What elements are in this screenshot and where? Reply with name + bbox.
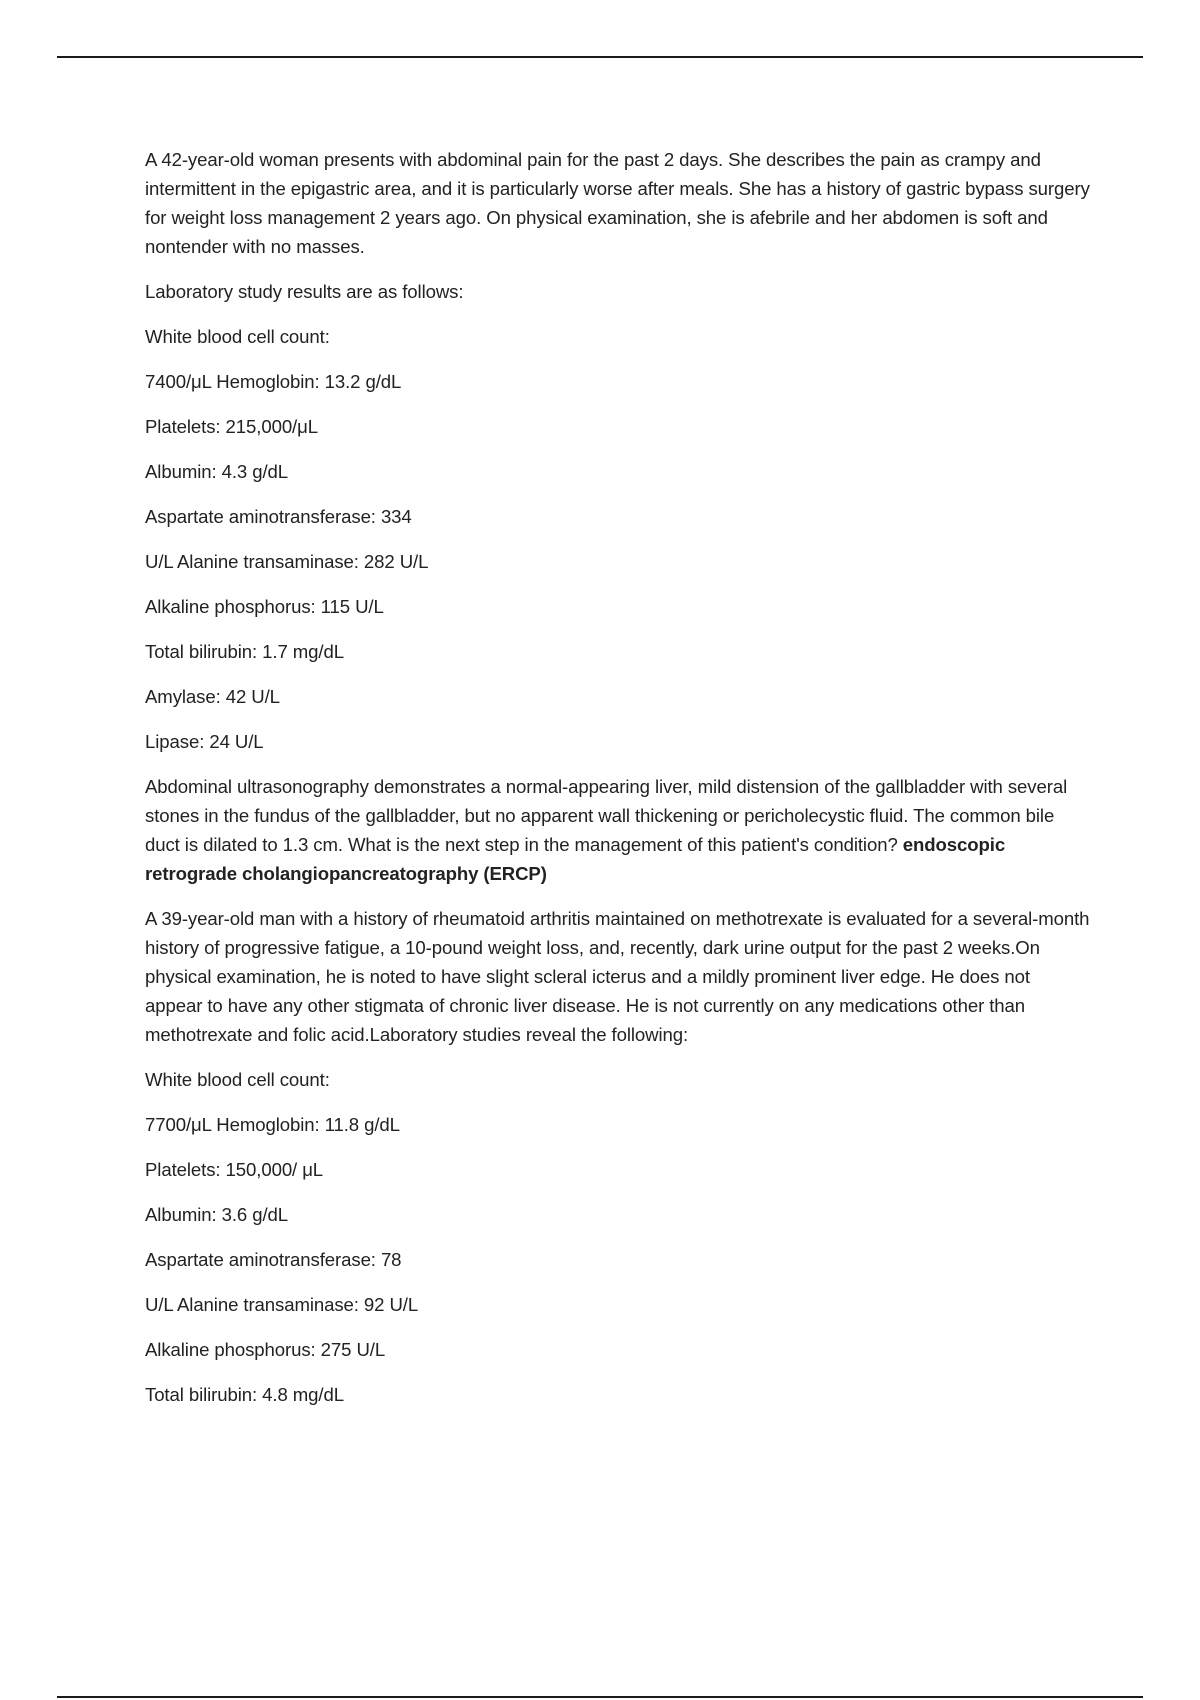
case1-lab-line: U/L Alanine transaminase: 282 U/L — [145, 551, 429, 572]
case2-intro: A 39-year-old man with a history of rheumatoid arthritis maintained on methotrexate is evaluated for a several-month history of progressive fatigue, a 10-pound weight loss, and, recently, dark urine output for the past 2 weeks.On physical examination, he is noted to have slight scleral icterus and a mildly prominent liver edge. He does not appear to have any other stigmata of chronic liver disease. He is not currently on any medications other than methotrexate and folic acid.Laboratory studies reveal the following: — [145, 908, 1090, 1045]
case1-lab-line: Total bilirubin: 1.7 mg/dL — [145, 641, 344, 662]
case2-lab-line: Alkaline phosphorus: 275 U/L — [145, 1339, 386, 1360]
case1-lab-line: Lipase: 24 U/L — [145, 731, 264, 752]
case2-lab-line: Aspartate aminotransferase: 78 — [145, 1249, 402, 1270]
case1-lab-heading: Laboratory study results are as follows: — [145, 281, 464, 302]
case2-lab-line: 7700/μL Hemoglobin: 11.8 g/dL — [145, 1114, 400, 1135]
case1-lab-line: 7400/μL Hemoglobin: 13.2 g/dL — [145, 371, 402, 392]
case1-question-paragraph — [145, 772, 1090, 888]
case1-question: Abdominal ultrasonography demonstrates a normal-appearing liver, mild distension of the gallbladder with several stones in the fundus of the gallbladder, but no apparent wall thickening or pericholecystic fluid. The common bile duct is dilated to 1.3 cm. What is the next step in the management of this patient's condition? — [145, 776, 1068, 855]
document-body — [145, 145, 1090, 1425]
case2-lab-line: Platelets: 150,000/ μL — [145, 1159, 324, 1180]
case1-lab-line: Platelets: 215,000/μL — [145, 416, 318, 437]
case1-lab-line: Alkaline phosphorus: 115 U/L — [145, 596, 384, 617]
case1-answer: endoscopic retrograde cholangiopancreatography (ERCP) — [145, 834, 1006, 884]
case2-lab-line: White blood cell count: — [145, 1069, 330, 1090]
case1-lab-line: Aspartate aminotransferase: 334 — [145, 506, 412, 527]
case2-lab-line: Total bilirubin: 4.8 mg/dL — [145, 1384, 344, 1405]
case2-lab-line: Albumin: 3.6 g/dL — [145, 1204, 289, 1225]
case2-lab-line: U/L Alanine transaminase: 92 U/L — [145, 1294, 419, 1315]
case1-lab-line: White blood cell count: — [145, 326, 330, 347]
case1-lab-line: Albumin: 4.3 g/dL — [145, 461, 289, 482]
case1-lab-line: Amylase: 42 U/L — [145, 686, 280, 707]
header-rule — [57, 56, 1143, 58]
case1-intro: A 42-year-old woman presents with abdominal pain for the past 2 days. She describes the pain as crampy and intermittent in the epigastric area, and it is particularly worse after meals. She has a history of gastric bypass surgery for weight loss management 2 years ago. On physical examination, she is afebrile and her abdomen is soft and nontender with no masses. — [145, 149, 1090, 257]
footer-rule — [57, 1696, 1143, 1698]
